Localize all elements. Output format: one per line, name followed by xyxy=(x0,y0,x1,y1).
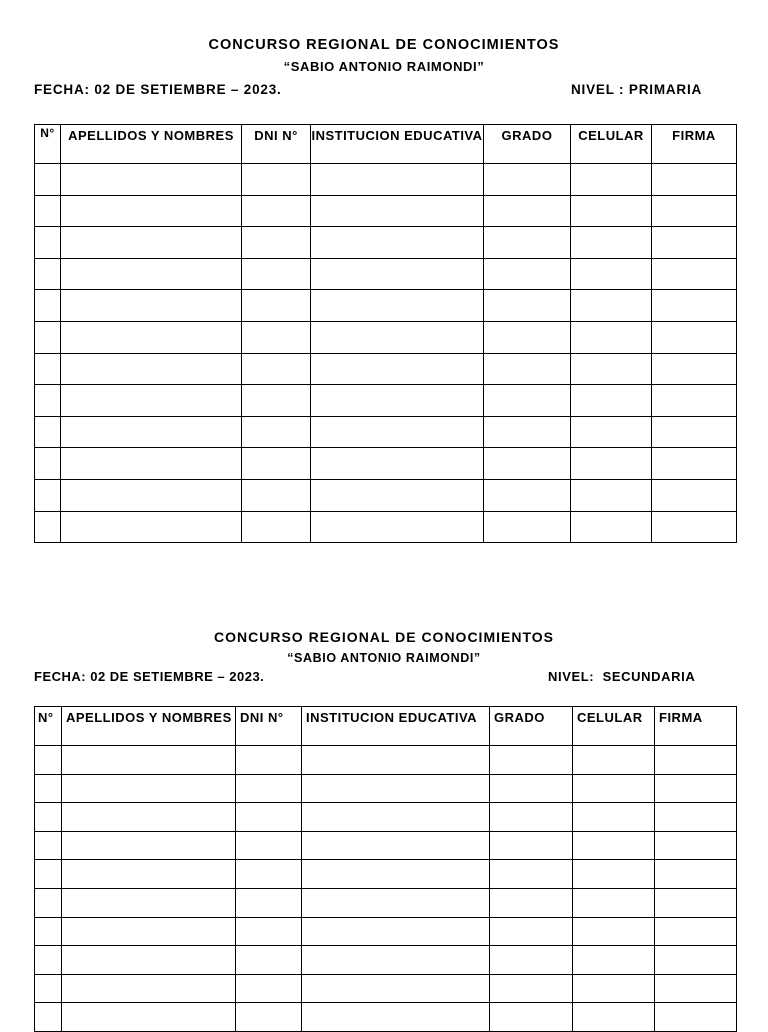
cell-dni xyxy=(236,774,302,803)
cell-dni xyxy=(242,227,311,259)
cell-dni xyxy=(242,448,311,480)
cell-number xyxy=(35,1003,62,1032)
table-row xyxy=(35,258,737,290)
cell-phone xyxy=(573,917,655,946)
cell-names xyxy=(62,946,236,975)
cell-dni xyxy=(236,974,302,1003)
cell-institution xyxy=(311,511,484,543)
cell-number xyxy=(35,258,61,290)
cell-dni xyxy=(242,353,311,385)
cell-signature xyxy=(652,448,737,480)
cell-institution xyxy=(302,774,490,803)
cell-institution xyxy=(302,946,490,975)
cell-signature xyxy=(652,479,737,511)
cell-institution xyxy=(302,888,490,917)
cell-dni xyxy=(242,511,311,543)
cell-dni xyxy=(236,917,302,946)
cell-phone xyxy=(571,479,652,511)
cell-dni xyxy=(242,416,311,448)
cell-number xyxy=(35,195,61,227)
cell-names xyxy=(61,227,242,259)
cell-grade xyxy=(490,831,573,860)
table-row xyxy=(35,385,737,417)
cell-phone xyxy=(571,448,652,480)
cell-grade xyxy=(484,353,571,385)
column-header-phone: CELULAR xyxy=(573,707,655,746)
column-header-signature: FIRMA xyxy=(652,125,737,164)
cell-number xyxy=(35,860,62,889)
table-row xyxy=(35,860,737,889)
cell-number xyxy=(35,888,62,917)
column-header-dni: DNI N° xyxy=(236,707,302,746)
cell-names xyxy=(61,195,242,227)
column-header-signature: FIRMA xyxy=(655,707,737,746)
cell-dni xyxy=(242,290,311,322)
table-row xyxy=(35,917,737,946)
cell-signature xyxy=(652,227,737,259)
cell-grade xyxy=(484,479,571,511)
cell-grade xyxy=(484,164,571,196)
cell-institution xyxy=(311,258,484,290)
cell-names xyxy=(61,385,242,417)
cell-phone xyxy=(571,258,652,290)
cell-number xyxy=(35,321,61,353)
cell-names xyxy=(62,888,236,917)
cell-institution xyxy=(302,803,490,832)
form-title: CONCURSO REGIONAL DE CONOCIMIENTOS xyxy=(214,629,554,645)
cell-signature xyxy=(655,831,737,860)
table-row xyxy=(35,511,737,543)
cell-institution xyxy=(311,353,484,385)
cell-institution xyxy=(311,416,484,448)
column-header-number: N° xyxy=(35,125,61,164)
cell-names xyxy=(61,164,242,196)
cell-signature xyxy=(655,974,737,1003)
cell-phone xyxy=(571,195,652,227)
cell-phone xyxy=(571,416,652,448)
cell-phone xyxy=(573,1003,655,1032)
cell-dni xyxy=(236,1003,302,1032)
table-row xyxy=(35,1003,737,1032)
cell-number xyxy=(35,479,61,511)
cell-number xyxy=(35,416,61,448)
cell-institution xyxy=(302,860,490,889)
table-row xyxy=(35,774,737,803)
cell-names xyxy=(62,917,236,946)
table-row xyxy=(35,321,737,353)
table-row xyxy=(35,195,737,227)
cell-signature xyxy=(652,416,737,448)
column-header-institution: INSTITUCION EDUCATIVA xyxy=(311,125,484,164)
table-row xyxy=(35,888,737,917)
cell-names xyxy=(61,511,242,543)
cell-number xyxy=(35,227,61,259)
cell-signature xyxy=(655,774,737,803)
cell-institution xyxy=(302,746,490,775)
cell-institution xyxy=(302,974,490,1003)
cell-dni xyxy=(242,321,311,353)
cell-signature xyxy=(652,353,737,385)
cell-phone xyxy=(571,227,652,259)
cell-names xyxy=(62,860,236,889)
cell-grade xyxy=(484,321,571,353)
form-subtitle: “SABIO ANTONIO RAIMONDI” xyxy=(283,59,485,74)
cell-phone xyxy=(573,860,655,889)
cell-grade xyxy=(484,448,571,480)
cell-number xyxy=(35,164,61,196)
cell-signature xyxy=(652,195,737,227)
cell-grade xyxy=(484,511,571,543)
cell-names xyxy=(61,448,242,480)
cell-dni xyxy=(242,258,311,290)
cell-phone xyxy=(571,164,652,196)
cell-grade xyxy=(490,917,573,946)
cell-names xyxy=(61,321,242,353)
cell-phone xyxy=(571,353,652,385)
cell-number xyxy=(35,803,62,832)
cell-signature xyxy=(655,803,737,832)
table-header-row xyxy=(35,707,737,746)
form-date: FECHA: 02 DE SETIEMBRE – 2023. xyxy=(34,669,265,684)
cell-dni xyxy=(236,803,302,832)
cell-phone xyxy=(573,803,655,832)
cell-institution xyxy=(311,290,484,322)
cell-grade xyxy=(490,774,573,803)
cell-names xyxy=(62,1003,236,1032)
cell-grade xyxy=(484,195,571,227)
cell-names xyxy=(61,353,242,385)
cell-dni xyxy=(236,746,302,775)
cell-institution xyxy=(311,164,484,196)
cell-names xyxy=(61,258,242,290)
cell-signature xyxy=(655,746,737,775)
column-header-grade: GRADO xyxy=(490,707,573,746)
cell-grade xyxy=(484,227,571,259)
cell-signature xyxy=(652,164,737,196)
cell-grade xyxy=(490,888,573,917)
column-header-dni: DNI N° xyxy=(242,125,311,164)
cell-dni xyxy=(236,831,302,860)
column-header-names: APELLIDOS Y NOMBRES xyxy=(62,707,236,746)
cell-grade xyxy=(490,803,573,832)
cell-number xyxy=(35,917,62,946)
cell-phone xyxy=(573,774,655,803)
cell-phone xyxy=(573,974,655,1003)
cell-dni xyxy=(242,479,311,511)
cell-phone xyxy=(573,888,655,917)
cell-signature xyxy=(652,385,737,417)
cell-grade xyxy=(484,290,571,322)
cell-phone xyxy=(571,385,652,417)
cell-grade xyxy=(484,385,571,417)
cell-phone xyxy=(571,511,652,543)
table-row xyxy=(35,974,737,1003)
table-row xyxy=(35,227,737,259)
form-level: NIVEL : PRIMARIA xyxy=(571,82,703,97)
cell-signature xyxy=(655,946,737,975)
table-row xyxy=(35,448,737,480)
cell-names xyxy=(61,290,242,322)
cell-signature xyxy=(652,290,737,322)
form-subtitle: “SABIO ANTONIO RAIMONDI” xyxy=(287,651,481,665)
cell-institution xyxy=(311,227,484,259)
table-row xyxy=(35,416,737,448)
column-header-institution: INSTITUCION EDUCATIVA xyxy=(302,707,490,746)
cell-phone xyxy=(573,746,655,775)
cell-grade xyxy=(484,416,571,448)
cell-signature xyxy=(655,1003,737,1032)
cell-dni xyxy=(242,195,311,227)
cell-phone xyxy=(571,321,652,353)
cell-signature xyxy=(655,917,737,946)
cell-grade xyxy=(490,746,573,775)
cell-dni xyxy=(242,385,311,417)
registration-table xyxy=(34,124,737,543)
cell-number xyxy=(35,974,62,1003)
table-row xyxy=(35,479,737,511)
column-header-grade: GRADO xyxy=(484,125,571,164)
cell-institution xyxy=(311,321,484,353)
cell-institution xyxy=(311,195,484,227)
form-level: NIVEL: SECUNDARIA xyxy=(548,669,696,684)
cell-institution xyxy=(302,917,490,946)
cell-signature xyxy=(652,511,737,543)
cell-names xyxy=(62,831,236,860)
cell-number xyxy=(35,774,62,803)
cell-signature xyxy=(655,888,737,917)
cell-institution xyxy=(311,479,484,511)
cell-dni xyxy=(236,860,302,889)
table-row xyxy=(35,946,737,975)
cell-names xyxy=(62,803,236,832)
cell-institution xyxy=(302,1003,490,1032)
cell-number xyxy=(35,511,61,543)
cell-grade xyxy=(490,946,573,975)
cell-names xyxy=(61,479,242,511)
table-row xyxy=(35,831,737,860)
cell-names xyxy=(62,774,236,803)
column-header-phone: CELULAR xyxy=(571,125,652,164)
cell-number xyxy=(35,385,61,417)
cell-dni xyxy=(242,164,311,196)
cell-grade xyxy=(484,258,571,290)
cell-names xyxy=(61,416,242,448)
cell-signature xyxy=(652,258,737,290)
column-header-number: N° xyxy=(35,707,62,746)
table-row xyxy=(35,353,737,385)
cell-phone xyxy=(573,831,655,860)
cell-grade xyxy=(490,860,573,889)
table-header-row xyxy=(35,125,737,164)
cell-number xyxy=(35,448,61,480)
cell-institution xyxy=(302,831,490,860)
cell-names xyxy=(62,974,236,1003)
table-row xyxy=(35,290,737,322)
table-row xyxy=(35,803,737,832)
column-header-names: APELLIDOS Y NOMBRES xyxy=(61,125,242,164)
cell-signature xyxy=(655,860,737,889)
registration-table xyxy=(34,706,737,1032)
cell-number xyxy=(35,831,62,860)
cell-phone xyxy=(571,290,652,322)
table-row xyxy=(35,164,737,196)
cell-number xyxy=(35,746,62,775)
cell-dni xyxy=(236,888,302,917)
cell-number xyxy=(35,946,62,975)
form-title: CONCURSO REGIONAL DE CONOCIMIENTOS xyxy=(208,37,560,53)
cell-number xyxy=(35,290,61,322)
form-date: FECHA: 02 DE SETIEMBRE – 2023. xyxy=(34,82,282,97)
cell-number xyxy=(35,353,61,385)
cell-dni xyxy=(236,946,302,975)
cell-phone xyxy=(573,946,655,975)
cell-grade xyxy=(490,974,573,1003)
cell-grade xyxy=(490,1003,573,1032)
cell-institution xyxy=(311,448,484,480)
cell-institution xyxy=(311,385,484,417)
cell-names xyxy=(62,746,236,775)
cell-signature xyxy=(652,321,737,353)
table-row xyxy=(35,746,737,775)
